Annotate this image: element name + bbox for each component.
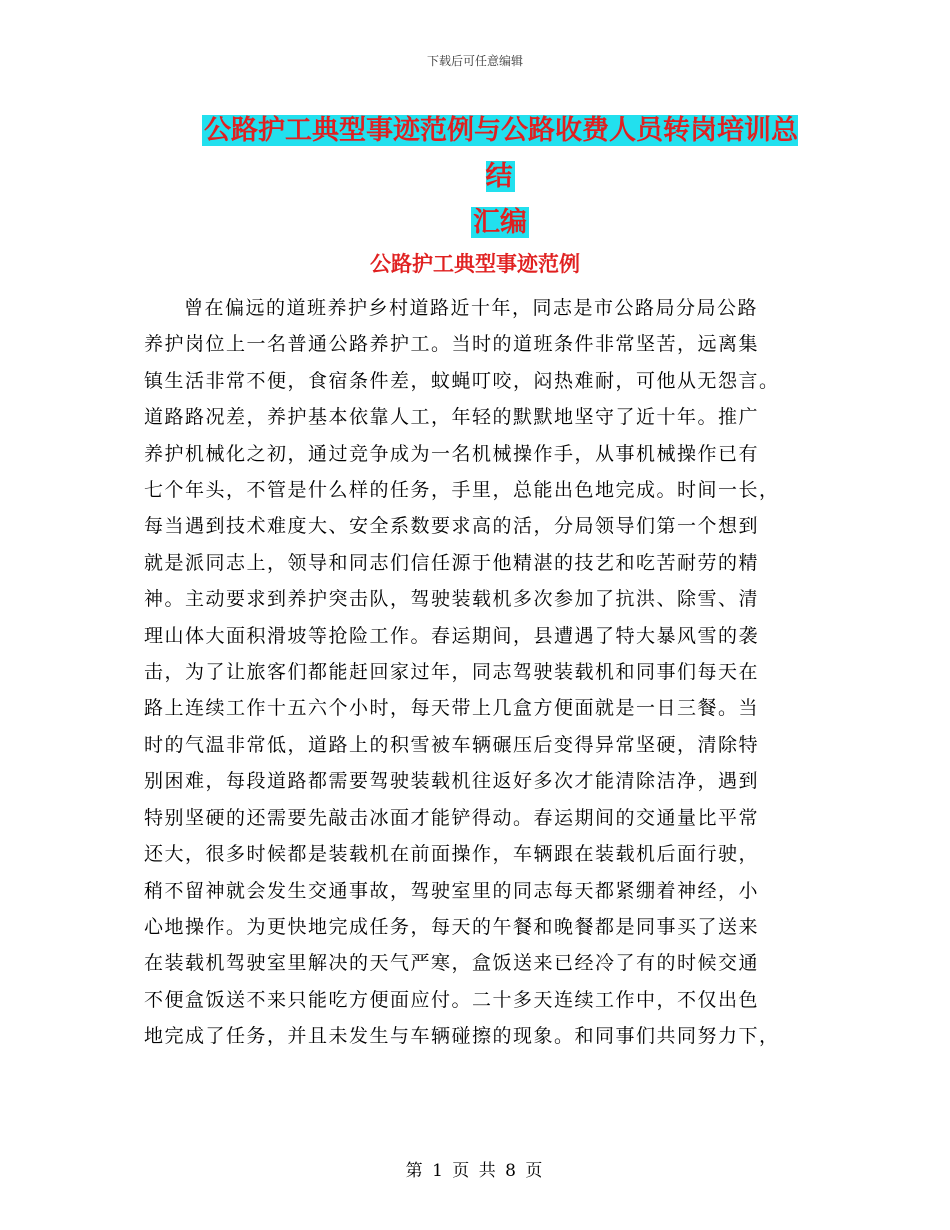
body-line: 别困难，每段道路都需要驾驶装载机往返好多次才能清除洁净，遇到 <box>144 770 760 793</box>
body-line: 地完成了任务，并且未发生与车辆碰擦的现象。和同事们共同努力下， <box>144 1025 780 1048</box>
body-line: 养护岗位上一名普通公路养护工。当时的道班条件非常坚苦，远离集 <box>144 333 760 356</box>
body-line: 神。主动要求到养护突击队，驾驶装载机多次参加了抗洪、除雪、清 <box>144 588 760 611</box>
body-line: 击，为了让旅客们都能赶回家过年，同志驾驶装载机和同事们每天在 <box>144 661 760 684</box>
document-title <box>190 108 810 246</box>
page-footer: 第 1 页 共 8 页 <box>405 1161 545 1181</box>
body-line: 曾在偏远的道班养护乡村道路近十年，同志是市公路局分局公路 <box>184 297 759 319</box>
body-paragraph <box>144 290 804 1055</box>
body-line: 时的气温非常低，道路上的积雪被车辆碾压后变得异常坚硬，清除特 <box>144 733 760 756</box>
document-title-line-1: 公路护工典型事迹范例与公路收费人员转岗培训总结 <box>204 115 798 192</box>
body-line: 理山体大面积滑坡等抢险工作。春运期间，县遭遇了特大暴风雪的袭 <box>144 624 760 647</box>
body-line: 不便盒饭送不来只能吃方便面应付。二十多天连续工作中，不仅出色 <box>144 988 760 1011</box>
body-line: 七个年头，不管是什么样的任务，手里，总能出色地完成。时间一长， <box>144 479 780 502</box>
body-line: 心地操作。为更快地完成任务，每天的午餐和晚餐都是同事买了送来 <box>144 915 760 938</box>
body-line: 养护机械化之初，通过竞争成为一名机械操作手，从事机械操作已有 <box>144 442 760 465</box>
body-line: 还大，很多时候都是装载机在前面操作，车辆跟在装载机后面行驶， <box>144 843 760 866</box>
body-line: 路上连续工作十五六个小时，每天带上几盒方便面就是一日三餐。当 <box>144 697 760 720</box>
section-title: 公路护工典型事迹范例 <box>370 252 580 276</box>
body-line: 镇生活非常不便，食宿条件差，蚊蝇叮咬，闷热难耐，可他从无怨言。 <box>144 369 780 392</box>
body-line: 稍不留神就会发生交通事故，驾驶室里的同志每天都紧绷着神经，小 <box>144 879 760 902</box>
body-line: 每当遇到技术难度大、安全系数要求高的活，分局领导们第一个想到 <box>144 515 760 538</box>
body-line: 特别坚硬的还需要先敲击冰面才能铲得动。春运期间的交通量比平常 <box>144 806 760 829</box>
body-line: 在装载机驾驶室里解决的天气严寒，盒饭送来已经冷了有的时候交通 <box>144 952 760 975</box>
body-line: 就是派同志上，领导和同志们信任源于他精湛的技艺和吃苦耐劳的精 <box>144 551 760 574</box>
body-line: 道路路况差，养护基本依靠人工，年轻的默默地坚守了近十年。推广 <box>144 406 760 429</box>
document-title-line-2: 汇编 <box>473 207 527 238</box>
header-note: 下载后可任意编辑 <box>426 54 523 68</box>
